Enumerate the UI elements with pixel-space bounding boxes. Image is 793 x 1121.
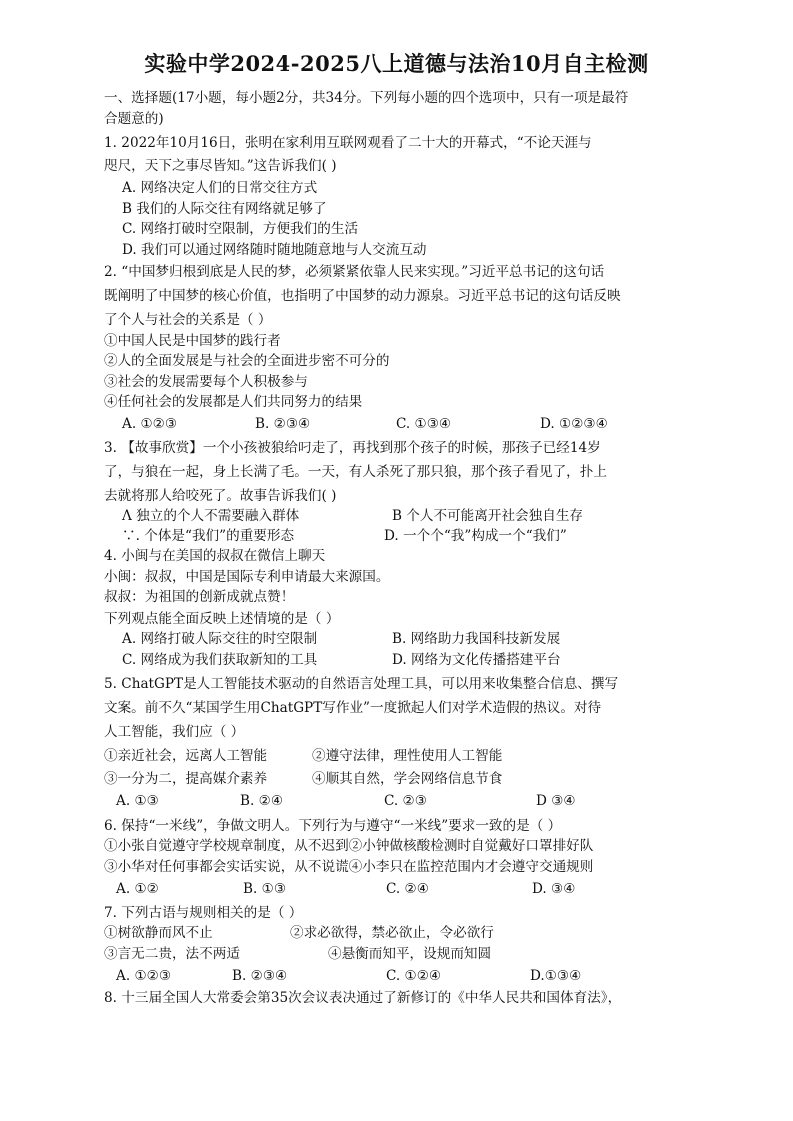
q5-stem: 人工智能，我们应（ ） [104,724,245,740]
q7-stem: 7. 下列古语与规则相关的是（ ） [104,905,303,921]
q1-option-a: A. 网络决定人们的日常交往方式 [122,180,318,196]
q4-option-c: C. 网络成为我们获取新知的工具 [122,652,318,668]
q6-items-row1: ①小张自觉遵守学校规章制度，从不迟到②小钟做核酸检测时自觉戴好口罩排好队 [104,838,594,854]
q2-option-a: A. ①②③ [122,416,178,432]
q5-item-2: ②遵守法律，理性使用人工智能 [312,748,503,764]
q4-question: 下列观点能全面反映上述情境的是（ ） [104,611,340,627]
q5-stem: 5. ChatGPT是人工智能技术驱动的自然语言处理工具，可以用来收集整合信息、撰写 [104,676,619,692]
q4-option-d: D. 网络为文化传播搭建平台 [392,652,561,668]
q3-stem: 了，与狼在一起，身上长满了毛。一天，有人杀死了那只狼，那个孩子看见了，扑上 [104,464,607,480]
q7-item-1: ①树欲静而风不止 [104,925,213,941]
q6-option-a: A. ①② [116,881,159,897]
q4-dialogue-1: 小闽：叔叔，中国是国际专利申请最大来源国。 [104,569,390,585]
q2-stem: 既阐明了中国梦的核心价值，也指明了中国梦的动力源泉。习近平总书记的这句话反映 [104,288,621,304]
q6-option-d: D. ③④ [532,881,576,897]
q6-items-row2: ③小华对任何事都会实话实说，从不说谎④小李只在监控范围内才会遵守交通规则 [104,859,594,875]
q3-option-a: Λ 独立的个人不需要融入群体 [122,508,300,524]
section-heading-cont: 合题意的) [104,111,164,127]
q7-option-c: C. ①②④ [386,968,442,984]
q5-item-4: ④顺其自然，学会网络信息节食 [312,771,503,787]
q6-option-c: C. ②④ [386,881,429,897]
q2-option-d: D. ①②③④ [540,416,608,432]
q7-item-2: ②求必欲得，禁必欲止，令必欲行 [290,925,494,941]
q1-option-b: B 我们的人际交往有网络就足够了 [122,201,327,217]
q2-stem: 2. “中国梦归根到底是人民的梦，必须紧紧依靠人民来实现。”习近平总书记的这句话 [104,264,605,280]
q7-option-b: B. ②③④ [232,968,288,984]
q3-option-c: ∵. 个体是“我们”的重要形态 [122,528,295,544]
q5-option-c: C. ②③ [384,793,427,809]
q1-stem: 1. 2022年10月16日，张明在家利用互联网观看了二十大的开幕式，“不论天涯与 [104,135,592,151]
q5-stem: 文案。前不久“某国学生用ChatGPT写作业”一度掀起人们对学术造假的热议。对待 [104,700,602,716]
q7-item-4: ④悬衡而知平，设规而知圆 [328,946,492,962]
q5-option-b: B. ②④ [240,793,284,809]
q4-dialogue-2: 叔叔：为祖国的创新成就点赞！ [104,589,295,605]
q5-item-1: ①亲近社会，远离人工智能 [104,748,268,764]
q4-option-a: A. 网络打破人际交往的时空限制 [122,631,318,647]
q5-option-a: A. ①③ [116,793,159,809]
q1-option-c: C. 网络打破时空限制，方便我们的生活 [122,221,359,237]
q2-option-c: C. ①③④ [396,416,452,432]
q7-item-3: ③言无二贵，法不两适 [104,946,240,962]
q2-item-1: ①中国人民是中国梦的践行者 [104,333,281,349]
q8-stem: 8. 十三届全国人大常委会第35次会议表决通过了新修订的《中华人民共和国体育法》， [104,990,622,1006]
q1-stem: 咫尺，天下之事尽皆知。”这告诉我们( ) [104,158,337,174]
q6-option-b: B. ①③ [243,881,287,897]
q2-item-3: ③社会的发展需要每个人积极参与 [104,374,308,390]
q4-stem: 4. 小闽与在美国的叔叔在微信上聊天 [104,548,326,564]
q3-option-d: D. 一个个“我”构成一个“我们” [384,528,567,544]
q5-item-3: ③一分为二，提高媒介素养 [104,771,268,787]
q2-item-2: ②人的全面发展是与社会的全面进步密不可分的 [104,353,390,369]
q3-stem: 3. 【故事欣赏】一个小孩被狼给叼走了，再找到那个孩子的时候，那孩子已经14岁 [104,440,601,456]
section-heading: 一、选择题(17小题，每小题2分，共34分。下列每小题的四个选项中，只有一项是最符 [104,90,629,106]
q3-option-b: B 个人不可能离开社会独自生存 [392,508,584,524]
q5-option-d: D ③④ [536,793,576,809]
q2-stem: 了个人与社会的关系是（ ） [104,312,272,328]
q6-stem: 6. 保持“一米线”，争做文明人。下列行为与遵守“一米线”要求一致的是（ ） [104,818,562,834]
q3-stem: 去就将那人给咬死了。故事告诉我们( ) [104,488,337,504]
q2-item-4: ④任何社会的发展都是人们共同努力的结果 [104,394,363,410]
q7-option-a: A. ①②③ [116,968,172,984]
q7-option-d: D.①③④ [530,968,582,984]
q2-option-b: B. ②③④ [255,416,311,432]
exam-title: 实验中学2024-2025八上道德与法治10月自主检测 [144,51,649,76]
q1-option-d: D. 我们可以通过网络随时随地随意地与人交流互动 [122,242,427,258]
q4-option-b: B. 网络助力我国科技新发展 [392,631,561,647]
